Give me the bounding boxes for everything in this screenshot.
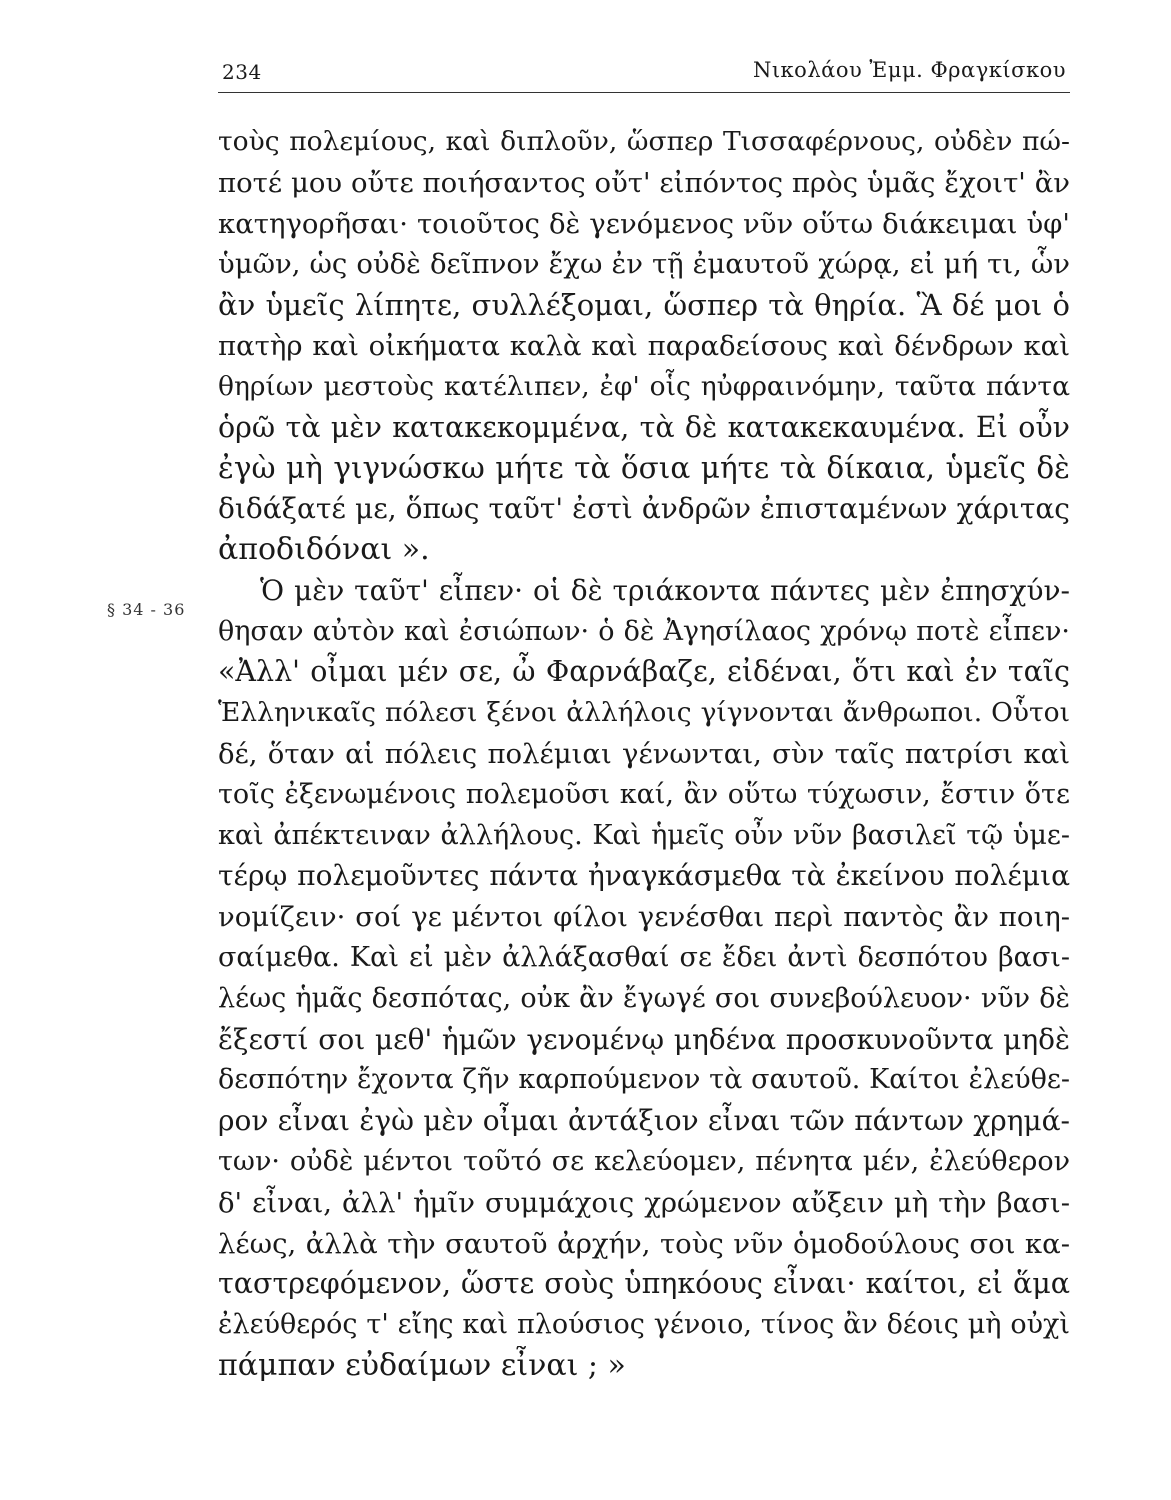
text-line: Ἑλληνικαῖς πόλεσι ξένοι ἀλλήλοις γίγνονται ἄνθρωποι. Οὗτοι — [218, 697, 1070, 729]
text-line: λέως, ἀλλὰ τὴν σαυτοῦ ἀρχήν, τοὺς νῦν ὁμοδούλους σοι κα- — [218, 1227, 1070, 1260]
text-line: ταστρεφόμενον, ὥστε σοὺς ὑπηκόους εἶναι· καίτοι, εἰ ἅμα — [218, 1267, 1070, 1301]
text-line: καὶ ἀπέκτειναν ἀλλήλους. Καὶ ἡμεῖς οὖν νῦν βασιλεῖ τῷ ὑμε- — [218, 819, 1070, 851]
text-line: διδάξατέ με, ὅπως ταῦτ' ἐστὶ ἀνδρῶν ἐπισταμένων χάριτας — [218, 492, 1070, 526]
text-line: θηρίων μεστοὺς κατέλιπεν, ἐφ' οἷς ηὐφραινόμην, ταῦτα πάντα — [218, 370, 1070, 402]
text-line: τοὺς πολεμίους, καὶ διπλοῦν, ὥσπερ Τισσαφέρνους, οὐδὲν πώ- — [218, 126, 1070, 157]
text-line: ὑμῶν, ὡς οὐδὲ δεῖπνον ἔχω ἐν τῇ ἐμαυτοῦ χώρᾳ, εἰ μή τι, ὧν — [218, 248, 1070, 281]
paragraph-1 — [218, 122, 1070, 571]
text-line: ἂν ὑμεῖς λίπητε, συλλέξομαι, ὥσπερ τὰ θηρία. Ἃ δέ μοι ὁ — [218, 288, 1070, 323]
text-line: νομίζειν· σοί γε μέντοι φίλοι γενέσθαι περὶ παντὸς ἂν ποιη- — [218, 901, 1070, 934]
body-text — [218, 122, 1070, 1387]
page-header — [218, 52, 1070, 93]
text-line: λέως ἡμᾶς δεσπότας, οὐκ ἂν ἔγωγέ σοι συνεβούλευον· νῦν δὲ — [218, 982, 1070, 1014]
text-line: Ὁ μὲν ταῦτ' εἶπεν· οἱ δὲ τριάκοντα πάντες μὲν ἐπησχύν- — [260, 573, 1070, 607]
text-line: ρον εἶναι ἐγὼ μὲν οἶμαι ἀντάξιον εἶναι τῶν πάντων χρημά- — [218, 1104, 1070, 1138]
page-number: 234 — [222, 60, 262, 84]
text-line: πάμπαν εὐδαίμων εἶναι ; » — [218, 1347, 626, 1383]
text-line: των· οὐδὲ μέντοι τοῦτό σε κελεύομεν, πένητα μέν, ἐλεύθερον — [218, 1145, 1070, 1177]
text-line: τέρῳ πολεμοῦντες πάντα ἠναγκάσμεθα τὰ ἐκείνου πολέμια — [218, 859, 1070, 893]
text-line: ἔξεστί σοι μεθ' ἡμῶν γενομένῳ μηδένα προσκυνοῦντα μηδὲ — [218, 1022, 1070, 1056]
text-line: ὁρῶ τὰ μὲν κατακεκομμένα, τὰ δὲ κατακεκαυμένα. Εἰ οὖν — [218, 410, 1070, 444]
text-line: πατὴρ καὶ οἰκήματα καλὰ καὶ παραδείσους καὶ δένδρων καὶ — [218, 329, 1070, 362]
text-line: ἐγὼ μὴ γιγνώσκω μήτε τὰ ὅσια μήτε τὰ δίκαια, ὑμεῖς δὲ — [218, 451, 1070, 486]
paragraph-2 — [218, 571, 1070, 1387]
text-line: κατηγορῆσαι· τοιοῦτος δὲ γενόμενος νῦν οὕτω διάκειμαι ὑφ' — [218, 207, 1070, 240]
text-line: σαίμεθα. Καὶ εἰ μὲν ἀλλάξασθαί σε ἔδει ἀντὶ δεσπότου βασι- — [218, 941, 1070, 973]
text-line: ἀποδιδόναι ». — [218, 531, 430, 567]
text-line: ποτέ μου οὔτε ποιήσαντος οὔτ' εἰπόντος πρὸς ὑμᾶς ἔχοιτ' ἂν — [218, 166, 1070, 199]
text-line: ἐλεύθερός τ' εἴης καὶ πλούσιος γένοιο, τίνος ἂν δέοις μὴ οὐχὶ — [218, 1309, 1070, 1341]
text-line: δ' εἶναι, ἀλλ' ἡμῖν συμμάχοις χρώμενον αὔξειν μὴ τὴν βασι- — [218, 1186, 1070, 1219]
text-line: «Ἀλλ' οἶμαι μέν σε, ὦ Φαρνάβαζε, εἰδέναι, ὅτι καὶ ἐν ταῖς — [218, 655, 1070, 689]
text-line: θησαν αὐτὸν καὶ ἐσιώπων· ὁ δὲ Ἀγησίλαος χρόνῳ ποτὲ εἶπεν· — [218, 615, 1070, 647]
text-line: τοῖς ἐξενωμένοις πολεμοῦσι καί, ἂν οὕτω τύχωσιν, ἔστιν ὅτε — [218, 778, 1070, 810]
margin-section-reference: § 34 - 36 — [107, 600, 186, 619]
text-line: δεσπότην ἔχοντα ζῆν καρπούμενον τὰ σαυτοῦ. Καίτοι ἐλεύθε- — [218, 1064, 1070, 1096]
running-title: Νικολάου Ἐμμ. Φραγκίσκου — [752, 58, 1066, 82]
text-line: δέ, ὅταν αἱ πόλεις πολέμιαι γένωνται, σὺν ταῖς πατρίσι καὶ — [218, 737, 1070, 770]
